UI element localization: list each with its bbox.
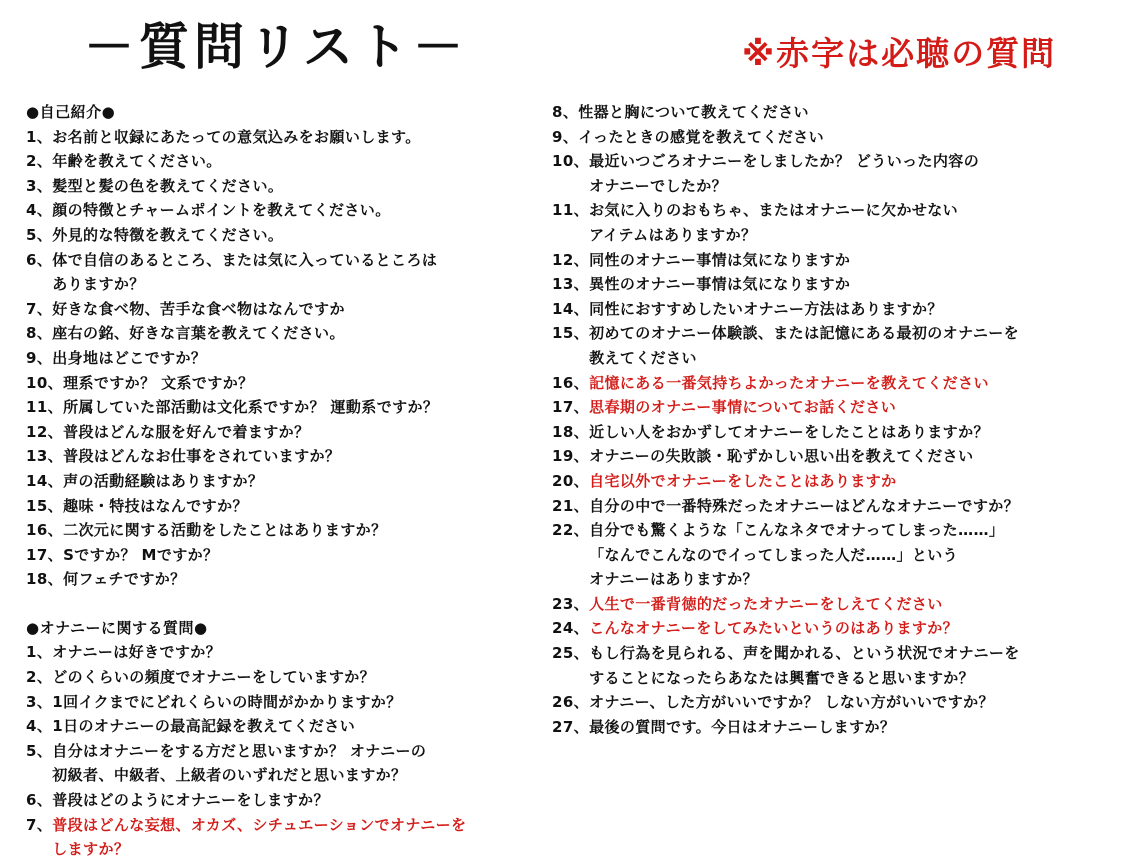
question-number: 7、 [26, 299, 53, 318]
masturbation-right-item [552, 616, 1118, 641]
self-introduction-item [26, 543, 546, 568]
question-number: 13、 [26, 447, 64, 466]
question-number: 27、 [552, 717, 590, 736]
question-text: 何フェチですか？ [63, 570, 186, 589]
masturbation-left-item [26, 640, 546, 665]
self-introduction-item [26, 395, 546, 420]
question-number: 10、 [552, 152, 590, 171]
question-list-masturbation-left [26, 640, 546, 861]
masturbation-right-item [552, 690, 1118, 715]
question-number: 16、 [552, 373, 590, 392]
masturbation-right-item [552, 420, 1118, 445]
question-number: 4、 [26, 201, 53, 220]
self-introduction-item [26, 297, 546, 322]
question-number: 21、 [552, 496, 590, 515]
question-text: オナニーの失敗談・恥ずかしい思い出を教えてください [589, 447, 974, 466]
question-text: 近しい人をおかずしてオナニーをしたことはありますか？ [589, 422, 989, 441]
question-text: 所属していた部活動は文化系ですか？ 運動系ですか？ [63, 398, 439, 417]
self-introduction-item [26, 248, 546, 297]
question-text-continuation: しますか？ [52, 840, 130, 859]
question-text: 記憶にある一番気持ちよかったオナニーを教えてください [589, 373, 989, 392]
question-text: 声の活動経験はありますか？ [63, 471, 264, 490]
question-text: 髪型と髪の色を教えてください。 [52, 176, 284, 195]
question-text: 自分でも驚くような「こんなネタでオナってしまった……」 「なんでこんなのでイってしまった人だ……」という オナニーはありますか？ [589, 518, 1118, 592]
self-introduction-item [26, 371, 546, 396]
question-text: 人生で一番背徳的だったオナニーをしえてください [589, 594, 943, 613]
question-number: 20、 [552, 471, 590, 490]
question-number: 5、 [26, 225, 53, 244]
question-number: 15、 [552, 324, 590, 343]
question-number: 17、 [26, 545, 64, 564]
masturbation-right-item [552, 592, 1118, 617]
question-text: 顔の特徴とチャームポイントを教えてください。 [52, 201, 391, 220]
masturbation-left-item [26, 665, 546, 690]
self-introduction-item [26, 321, 546, 346]
question-text: 1回イクまでにどれくらいの時間がかかりますか？ [52, 692, 402, 711]
self-introduction-item [26, 469, 546, 494]
question-text: 性器と胸について教えてください [578, 103, 809, 121]
question-text: 同性のオナニー事情は気になりますか [589, 250, 851, 269]
masturbation-right-item [552, 395, 1118, 420]
self-introduction-item [26, 346, 546, 371]
question-number: 14、 [552, 299, 590, 318]
question-text: オナニー、した方がいいですか？ しない方がいいですか？ [589, 693, 994, 712]
question-text: 自分はオナニーをする方だと思いますか？ オナニーの 初級者、中級者、上級者のいずれだと思いますか？ [52, 739, 546, 788]
question-number: 26、 [552, 693, 590, 712]
question-number: 22、 [552, 521, 590, 540]
question-number: 17、 [552, 398, 590, 417]
left-column [26, 100, 546, 862]
page-header [0, 0, 1123, 96]
masturbation-right-item [552, 641, 1118, 690]
self-introduction-item [26, 198, 546, 223]
self-introduction-item [26, 494, 546, 519]
question-text: 1日のオナニーの最高記録を教えてください [52, 717, 356, 736]
masturbation-left-item [26, 788, 546, 813]
question-text: 自分の中で一番特殊だったオナニーはどんなオナニーですか？ [589, 496, 1020, 515]
question-text-continuation: 教えてください [589, 348, 697, 367]
question-text: お気に入りのおもちゃ、またはオナニーに欠かせない アイテムはありますか？ [589, 198, 1118, 247]
question-number: 25、 [552, 644, 590, 663]
question-text: 普段はどのようにオナニーをしますか？ [52, 791, 329, 810]
red-text-legend: ※赤字は必聴の質問 [742, 34, 1057, 73]
question-text-continuation: することになったらあなたは興奮できると思いますか？ [589, 668, 975, 687]
question-text: 最近いつごろオナニーをしましたか？ どういった内容の オナニーでしたか？ [589, 149, 1118, 198]
question-number: 16、 [26, 521, 64, 540]
masturbation-left-item [26, 690, 546, 715]
question-text: イったときの感覚を教えてください [578, 127, 825, 146]
question-number: 19、 [552, 447, 590, 466]
question-number: 5、 [26, 741, 53, 760]
question-number: 12、 [552, 250, 590, 269]
section-heading-self-introduction: ●自己紹介● [26, 103, 116, 121]
masturbation-left-item [26, 813, 546, 862]
question-number: 12、 [26, 422, 64, 441]
question-number: 9、 [552, 127, 579, 146]
column-spacer [26, 592, 546, 616]
question-text: 思春期のオナニー事情についてお話ください [589, 398, 897, 417]
question-text: こんなオナニーをしてみたいというのはありますか？ [589, 619, 959, 638]
self-introduction-item [26, 567, 546, 592]
question-text: 最後の質問です。今日はオナニーしますか？ [589, 717, 896, 736]
section-heading-masturbation: ●オナニーに関する質問● [26, 618, 208, 637]
question-text: 趣味・特技はなんですか？ [63, 496, 248, 515]
masturbation-right-item [552, 125, 1118, 150]
question-text: オナニーは好きですか？ [52, 643, 222, 662]
masturbation-right-item [552, 715, 1118, 740]
question-text: 自宅以外でオナニーをしたことはありますか [589, 471, 897, 490]
question-text: 普段はどんな服を好んで着ますか？ [63, 422, 310, 441]
masturbation-right-item [552, 494, 1118, 519]
self-introduction-item [26, 174, 546, 199]
question-number: 18、 [552, 422, 590, 441]
question-number: 6、 [26, 791, 53, 810]
self-introduction-item [26, 444, 546, 469]
question-number: 3、 [26, 176, 53, 195]
question-number: 11、 [552, 201, 590, 220]
question-text: 年齢を教えてください。 [52, 152, 222, 171]
page-title: －質問リスト－ [84, 18, 468, 76]
masturbation-right-item [552, 297, 1118, 322]
question-number: 10、 [26, 373, 64, 392]
question-number: 2、 [26, 152, 53, 171]
self-introduction-item [26, 420, 546, 445]
question-number: 1、 [26, 127, 53, 146]
question-number: 24、 [552, 619, 590, 638]
question-number: 11、 [26, 398, 64, 417]
question-text-continuation: ありますか？ [52, 275, 145, 294]
question-text: 座右の銘、好きな言葉を教えてください。 [52, 324, 345, 343]
question-number: 6、 [26, 250, 53, 269]
question-number: 15、 [26, 496, 64, 515]
question-text: 初めてのオナニー体験談、または記憶にある最初のオナニーを 教えてください [589, 321, 1118, 370]
question-text: お名前と収録にあたっての意気込みをお願いします。 [52, 127, 421, 146]
question-number: 8、 [552, 103, 579, 121]
question-list-self-introduction [26, 125, 546, 592]
masturbation-right-item [552, 248, 1118, 273]
masturbation-right-item [552, 518, 1118, 592]
question-text-continuation: 「なんでこんなのでイってしまった人だ……」という [589, 545, 959, 564]
question-number: 7、 [26, 815, 53, 834]
question-text-continuation: 初級者、中級者、上級者のいずれだと思いますか？ [52, 766, 407, 785]
question-text: 普段はどんなお仕事をされていますか？ [63, 447, 341, 466]
question-text-continuation: オナニーはありますか？ [589, 570, 758, 589]
question-number: 23、 [552, 594, 590, 613]
masturbation-right-item [552, 149, 1118, 198]
masturbation-right-item [552, 198, 1118, 247]
question-list-masturbation-right [552, 100, 1118, 739]
question-number: 3、 [26, 692, 53, 711]
masturbation-right-item [552, 371, 1118, 396]
question-text: 好きな食べ物、苦手な食べ物はなんですか [52, 299, 345, 318]
masturbation-left-item [26, 714, 546, 739]
question-number: 13、 [552, 275, 590, 294]
masturbation-right-item [552, 272, 1118, 297]
question-number: 2、 [26, 668, 53, 687]
right-column [552, 100, 1118, 739]
question-text: 二次元に関する活動をしたことはありますか？ [63, 521, 387, 540]
question-text: もし行為を見られる、声を聞かれる、という状況でオナニーを することになったらあなたは興奮できると思いますか？ [589, 641, 1118, 690]
masturbation-left-item [26, 739, 546, 788]
question-number: 8、 [26, 324, 53, 343]
masturbation-right-item [552, 321, 1118, 370]
question-text-continuation: オナニーでしたか？ [589, 176, 728, 195]
question-text: 普段はどんな妄想、オカズ、シチュエーションでオナニーを しますか？ [52, 813, 546, 862]
question-text: 理系ですか？ 文系ですか？ [63, 373, 254, 392]
self-introduction-item [26, 518, 546, 543]
question-text: 出身地はどこですか？ [52, 348, 207, 367]
question-text: 外見的な特徴を教えてください。 [52, 225, 284, 244]
self-introduction-item [26, 223, 546, 248]
question-number: 1、 [26, 643, 53, 662]
question-number: 4、 [26, 717, 53, 736]
question-text: Sですか？ Mですか？ [63, 545, 219, 564]
masturbation-right-item [552, 100, 1118, 125]
question-number: 18、 [26, 570, 64, 589]
masturbation-right-item [552, 444, 1118, 469]
question-number: 14、 [26, 471, 64, 490]
question-number: 9、 [26, 348, 53, 367]
question-text: 体で自信のあるところ、または気に入っているところは ありますか？ [52, 248, 546, 297]
self-introduction-item [26, 149, 546, 174]
self-introduction-item [26, 125, 546, 150]
question-text-continuation: アイテムはありますか？ [589, 225, 757, 244]
question-text: どのくらいの頻度でオナニーをしていますか？ [52, 668, 376, 687]
question-text: 同性におすすめしたいオナニー方法はありますか？ [589, 299, 943, 318]
question-text: 異性のオナニー事情は気になりますか [589, 275, 851, 294]
masturbation-right-item [552, 469, 1118, 494]
